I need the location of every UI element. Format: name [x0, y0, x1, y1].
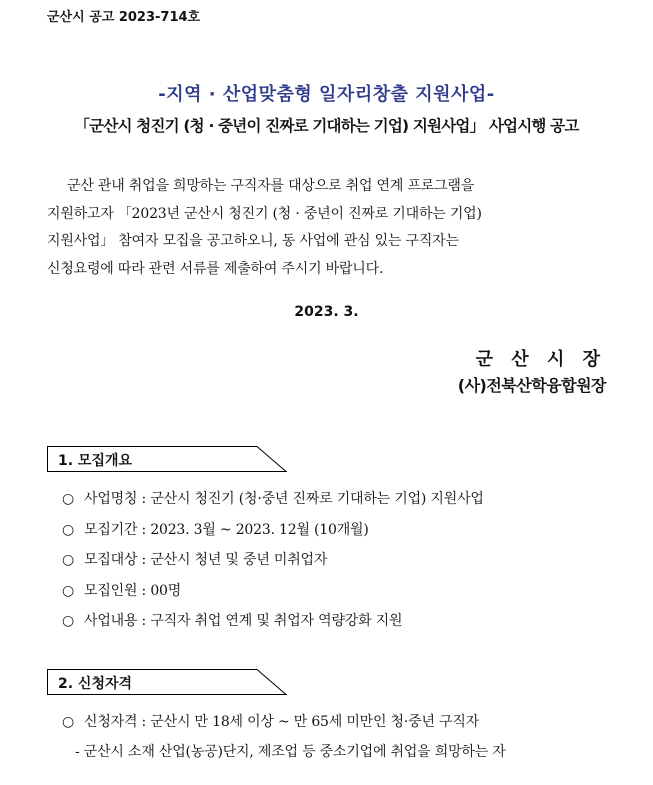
circle-bullet-icon: ○ — [62, 714, 75, 730]
body-line: 군산 관내 취업을 희망하는 구직자를 대상으로 취업 연계 프로그램을 — [67, 178, 475, 194]
circle-bullet-icon: ○ — [62, 491, 75, 507]
list-item: ○ 사업내용 : 구직자 취업 연계 및 취업자 역량강화 지원 — [62, 613, 403, 629]
body-line: 지원사업」 참여자 모집을 공고하오니, 동 사업에 관심 있는 구직자는 — [47, 233, 459, 249]
section-heading-eligibility — [47, 669, 287, 695]
section-heading-label: 2. 신청자격 — [58, 676, 133, 692]
body-line: 지원하고자 「2023년 군산시 청진기 (청 · 중년이 진짜로 기대하는 기업) — [47, 205, 482, 222]
list-item: ○ 신청자격 : 군산시 만 18세 이상 ~ 만 65세 미만인 청·중년 구직자 — [62, 714, 480, 730]
notice-title: 「군산시 청진기 (청 · 중년이 진짜로 기대하는 기업) 지원사업」 사업시행 공고 — [74, 117, 579, 135]
eligibility-list — [62, 711, 479, 742]
overview-list — [62, 488, 484, 641]
body-line: 신청요령에 따라 관련 서류를 제출하여 주시기 바랍니다. — [47, 260, 384, 277]
body-paragraph — [47, 173, 607, 283]
issuer-secondary: (사)전북산학융합원장 — [457, 376, 606, 395]
section-heading-label: 1. 모집개요 — [58, 453, 133, 469]
eligibility-sub-item: - 군산시 소재 산업(농공)단지, 제조업 등 중소기업에 취업을 희망하는 자 — [75, 744, 506, 760]
notice-date: 2023. 3. — [294, 304, 359, 320]
circle-bullet-icon: ○ — [62, 552, 75, 568]
program-subtitle: -지역 · 산업맞춤형 일자리창출 지원사업- — [158, 84, 495, 105]
list-item: ○ 모집기간 : 2023. 3월 ~ 2023. 12월 (10개월) — [62, 521, 369, 538]
circle-bullet-icon: ○ — [62, 582, 75, 599]
circle-bullet-icon: ○ — [62, 613, 75, 629]
issuer-primary: 군 산 시 장 — [475, 349, 606, 370]
section-heading-overview — [47, 446, 287, 472]
list-item: ○ 모집인원 : 00명 — [62, 582, 182, 599]
list-item: ○ 사업명칭 : 군산시 청진기 (청·중년 진짜로 기대하는 기업) 지원사업 — [62, 491, 484, 507]
notice-number: 군산시 공고 2023-714호 — [47, 10, 201, 25]
circle-bullet-icon: ○ — [62, 521, 75, 538]
list-item: ○ 모집대상 : 군산시 청년 및 중년 미취업자 — [62, 552, 328, 568]
